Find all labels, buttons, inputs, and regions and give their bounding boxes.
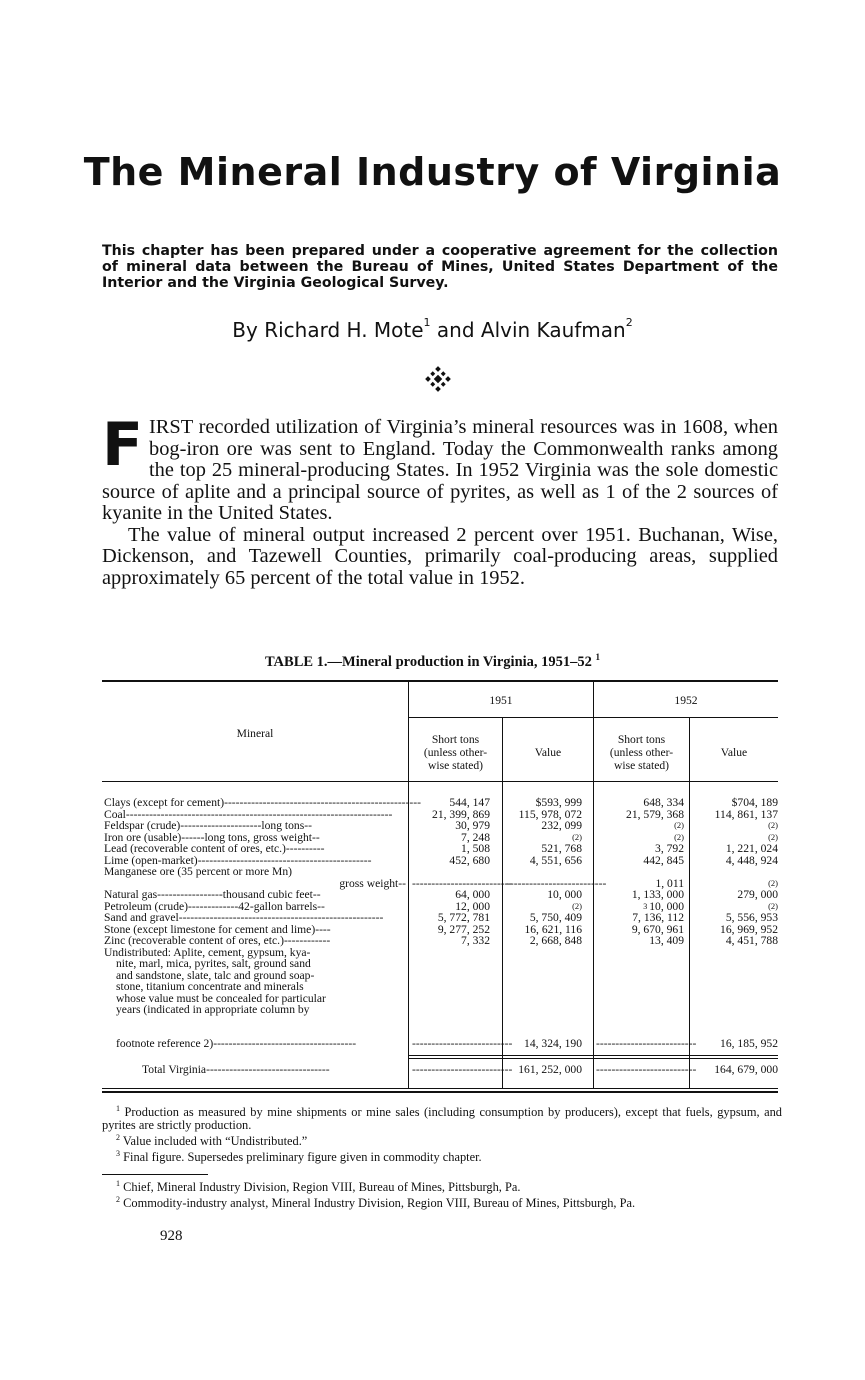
note-mark: 2 [116, 1132, 120, 1142]
table-row: Coal--------------------------------------------------------------------- 21, 399, 869 115, 978, 072 21, 579, 368 114, 861, 137 [104, 807, 778, 821]
mineral-unit: gross weight [339, 876, 399, 890]
table-row: Lime (open-market)--------------------------------------------- 452, 680 4, 551, 656 442, 845 4, 448, 924 [104, 853, 778, 867]
qty-1951: 21, 399, 869 [432, 807, 490, 821]
table-row [102, 981, 778, 992]
footnote [102, 1194, 782, 1210]
mineral-name: Manganese ore (35 percent or more Mn) [104, 865, 293, 878]
mineral-unit: long tons [261, 819, 305, 832]
dash-leader: -------------------------- [596, 1037, 697, 1050]
mineral-unit: 42-gallon barrels [238, 899, 318, 913]
footnote-mark: 1 [116, 1179, 120, 1188]
qty-1951: 7, 248 [461, 830, 490, 844]
table-row [102, 958, 778, 969]
mineral-name: Natural gas [104, 888, 158, 901]
qty-1951: 7, 332 [461, 934, 490, 947]
qty-1951: 452, 680 [449, 853, 490, 867]
mineral-name: Coal [104, 807, 126, 821]
undistributed-value-1951: 14, 324, 190 [524, 1037, 582, 1050]
mineral-name: Feldspar (crude) [104, 819, 181, 832]
col-header-value-1951: Value [534, 746, 562, 759]
paragraph-2: The value of mineral output increased 2 percent over 1951. Buchanan, Wise, Dickenson, and Tazewell Counties, primarily coal-producing areas, supplied approximately 65 percent of the total value in 1952. [102, 523, 778, 589]
dash-leader: -------------------------- [412, 876, 513, 890]
total-value-1951: 161, 252, 000 [518, 1063, 582, 1076]
table-row: Natural gas-----------------thousand cubic feet-- 64, 000 10, 000 1, 133, 000 279, 000 [104, 888, 778, 901]
dash-leader: -------------------------- [506, 876, 607, 890]
qty-1951: 5, 772, 781 [437, 911, 490, 924]
qty-header-line2: (unless other- [609, 746, 674, 759]
qty-header-line1: Short tons [617, 733, 666, 746]
value-1951: 5, 750, 409 [529, 911, 582, 924]
dash-leader: -------------------------- [412, 1063, 513, 1076]
mineral-name: Iron ore (usable) [104, 830, 182, 844]
undistributed-line: stone, titanium concentrate and minerals [116, 980, 304, 993]
qty-1952: $^3$ 10, 000 [643, 899, 684, 913]
table-row: gross weight-- -------------------------- -------------------------- 1, 011 (2) [339, 876, 778, 890]
value-1951: 115, 978, 072 [518, 807, 582, 821]
table-row: Sand and gravel----------------------------------------------------- 5, 772, 781 5, 750, 409 7, 136, 112 5, 556, 953 [104, 911, 778, 924]
value-1952: $704, 189 [731, 796, 778, 809]
mineral-name: Sand and gravel [104, 911, 179, 924]
value-1952: (2) [768, 831, 778, 842]
table-note [102, 1103, 782, 1132]
drop-cap: F [102, 410, 143, 480]
note-text: Production as measured by mine shipments or mine sales (including consumption by producers), except that fuels, gypsum, and pyrites are strictly production. [102, 1105, 782, 1132]
author-2-note: 2 [625, 316, 633, 329]
ornament-icon [425, 366, 451, 392]
value-1952: (2) [768, 877, 778, 888]
value-1951: (2) [572, 900, 582, 911]
author-1: By Richard H. Mote [232, 318, 424, 342]
col-header-qty-1951 [409, 733, 502, 772]
value-1952: 279, 000 [737, 888, 778, 901]
table-title-note: 1 [595, 652, 601, 662]
paragraph-1: IRST recorded utilization of Virginia’s mineral resources was in 1608, when bog-iron ore was sent to England. Today the Commonwealth ranks among the top 25 mineral-producing States. In 1952 Virginia was the sole domestic source of aplite and a principal source of pyrites, as well as 1 of the 2 sources of kyanite in the United States. [102, 416, 778, 524]
dash-leader: -------------------------- [412, 1037, 513, 1050]
undistributed-line: footnote reference 2) [116, 1037, 214, 1050]
qty-header-line2: (unless other- [423, 746, 488, 759]
total-label: Total Virginia [142, 1063, 207, 1076]
body-text [102, 410, 778, 589]
table-title-text: TABLE 1.—Mineral production in Virginia, 1951–52 [264, 653, 592, 670]
mineral-name: Zinc (recoverable content of ores, etc.) [104, 934, 284, 947]
table-row [102, 866, 778, 877]
mineral-name: Lead (recoverable content of ores, etc.) [104, 842, 286, 855]
page-number: 928 [160, 1228, 183, 1244]
undistributed-line: and sandstone, slate, talc and ground soap- [116, 968, 315, 982]
value-1952: 4, 451, 788 [725, 934, 778, 947]
qty-1952: 1, 133, 000 [631, 888, 684, 901]
value-1952: 16, 969, 952 [720, 922, 778, 936]
col-header-value-1952: Value [720, 746, 748, 759]
undistributed-line: nite, marl, mica, pyrites, salt, ground sand [116, 957, 311, 970]
table-row: Iron ore (usable)------long tons, gross weight-- 7, 248 (2) (2) (2) [104, 830, 778, 844]
intro-note: This chapter has been prepared under a cooperative agreement for the collection of mineral data between the Bureau of Mines, United States Department of the Interior and the Virginia Geological Survey. [102, 243, 778, 291]
qty-1952: 9, 670, 961 [631, 922, 684, 936]
byline [0, 318, 865, 342]
table-note [102, 1132, 782, 1148]
value-1951: 2, 668, 848 [529, 934, 582, 947]
qty-1951: 30, 979 [455, 819, 490, 832]
value-1951: (2) [572, 831, 582, 842]
mineral-name: Clays (except for cement) [104, 796, 225, 809]
undistributed-line: years (indicated in appropriate column by [116, 1003, 310, 1016]
qty-header-line1: Short tons [431, 733, 480, 746]
value-1951: 232, 099 [541, 819, 582, 832]
author-1-note: 1 [423, 316, 431, 329]
mineral-name: Petroleum (crude) [104, 899, 189, 913]
qty-1952: (2) [674, 820, 684, 830]
author-2: and Alvin Kaufman [430, 318, 626, 342]
col-header-mineral: Mineral [236, 727, 274, 740]
table-row: Lead (recoverable content of ores, etc.)---------- 1, 508 521, 768 3, 792 1, 221, 024 [104, 842, 778, 855]
mineral-name: Stone (except limestone for cement and lime) [104, 922, 316, 936]
qty-header-line3: wise stated) [613, 759, 670, 772]
footnote-text: Commodity-industry analyst, Mineral Industry Division, Region VIII, Bureau of Mines, Pittsburgh, Pa. [123, 1196, 636, 1211]
table-row: footnote reference 2)------------------------------------- -------------------------- 14, 324, 190 -------------------------- 16, 185, 952 [116, 1037, 778, 1050]
note-mark: 3 [116, 1148, 120, 1158]
qty-header-line3: wise stated) [427, 759, 484, 772]
qty-1952: 21, 579, 368 [626, 807, 684, 821]
chapter-title: The Mineral Industry of Virginia [83, 150, 782, 194]
col-header-qty-1952 [594, 733, 689, 772]
undistributed-line: Undistributed: Aplite, cement, gypsum, kya- [104, 945, 311, 959]
col-header-1951: 1951 [489, 694, 513, 707]
note-mark: 1 [116, 1104, 120, 1113]
value-1952: 4, 448, 924 [725, 853, 778, 867]
total-row: Total Virginia-------------------------------- -------------------------- 161, 252, 000 -------------------------- 164, 679, 000 [142, 1063, 778, 1076]
note-text: Value included with “Undistributed.” [122, 1133, 308, 1148]
qty-1952: 648, 334 [643, 796, 684, 809]
dash-leader: -------------------------- [596, 1063, 697, 1076]
total-value-1952: 164, 679, 000 [714, 1063, 778, 1076]
mineral-name: Lime (open-market) [104, 853, 198, 867]
footnote-text: Chief, Mineral Industry Division, Region VIII, Bureau of Mines, Pittsburgh, Pa. [123, 1180, 521, 1195]
value-1951: 10, 000 [547, 888, 582, 901]
qty-1952: 442, 845 [643, 853, 684, 867]
mineral-unit: thousand cubic feet [222, 888, 313, 901]
qty-1951: 64, 000 [455, 888, 490, 901]
qty-1951: 12, 000 [455, 899, 490, 913]
qty-1952: 1, 011 [655, 876, 684, 890]
qty-1952: 13, 409 [649, 934, 684, 947]
table-notes [102, 1103, 782, 1164]
table-row [102, 1004, 778, 1015]
qty-1951: 1, 508 [461, 842, 490, 855]
qty-1952: (2) [674, 831, 684, 842]
qty-1952: 7, 136, 112 [632, 911, 684, 924]
footnote-mark: 2 [116, 1194, 120, 1204]
undistributed-line: whose value must be concealed for particular [116, 991, 326, 1005]
table-row: Feldspar (crude)---------------------long tons-- 30, 979 232, 099 (2) (2) [104, 819, 778, 832]
mineral-unit: long tons, gross weight [204, 830, 313, 844]
footnote [102, 1178, 782, 1194]
table-row: Zinc (recoverable content of ores, etc.)------------ 7, 332 2, 668, 848 13, 409 4, 451, 788 [104, 934, 778, 947]
footnotes [102, 1178, 782, 1210]
value-1952: (2) [768, 820, 778, 830]
table-row: Stone (except limestone for cement and lime)---- 9, 277, 252 16, 621, 116 9, 670, 961 16, 969, 952 [104, 922, 778, 936]
qty-1952: 3, 792 [655, 842, 684, 855]
value-1952: 5, 556, 953 [725, 911, 778, 924]
value-1951: 16, 621, 116 [524, 922, 582, 936]
qty-1951: 9, 277, 252 [437, 922, 490, 936]
value-1952: 1, 221, 024 [725, 842, 778, 855]
value-1952: (2) [768, 900, 778, 911]
value-1952: 114, 861, 137 [714, 807, 778, 821]
value-1951: 4, 551, 656 [529, 853, 582, 867]
value-1951: 521, 768 [541, 842, 582, 855]
table-row: Clays (except for cement)--------------------------------------------------- 544, 147 $593, 999 648, 334 $704, 189 [104, 796, 778, 809]
table-title [0, 652, 865, 671]
undistributed-value-1952: 16, 185, 952 [720, 1037, 778, 1050]
value-1951: $593, 999 [535, 796, 582, 809]
table-row: Petroleum (crude)-------------42-gallon barrels-- 12, 000 (2) $^3$ 10, 000 (2) [104, 899, 778, 913]
table-note [102, 1148, 782, 1164]
qty-1951: 544, 147 [449, 796, 490, 809]
note-text: Final figure. Supersedes preliminary figure given in commodity chapter. [123, 1149, 482, 1164]
footnote-rule [102, 1174, 208, 1175]
col-header-1952: 1952 [674, 694, 698, 707]
